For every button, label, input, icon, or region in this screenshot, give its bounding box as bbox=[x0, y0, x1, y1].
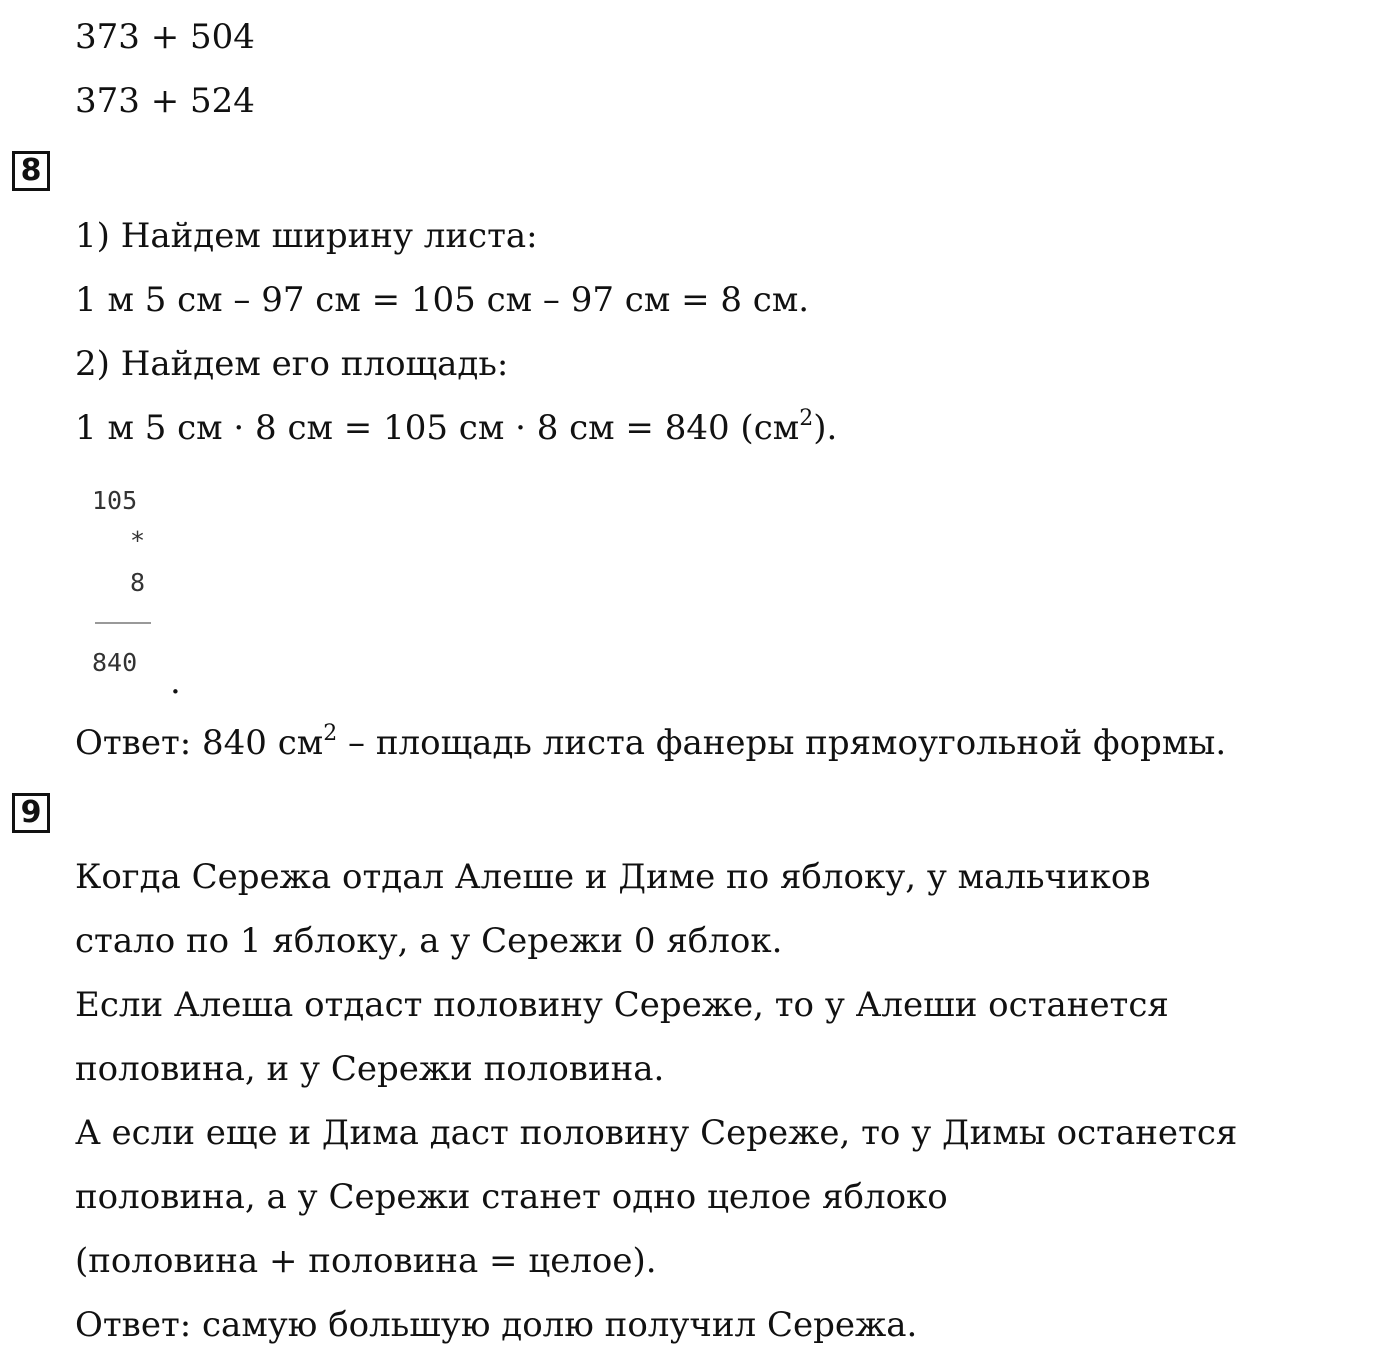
task9-line-5: А если еще и Дима даст половину Сереже, то у Димы останется bbox=[75, 1113, 1238, 1153]
task-number-9: 9 bbox=[12, 793, 50, 833]
task9-line-2: стало по 1 яблоку, а у Сережи 0 яблок. bbox=[75, 921, 783, 961]
task9-answer: Ответ: самую большую долю получил Сережа. bbox=[75, 1305, 918, 1345]
task8-answer-sup: 2 bbox=[323, 721, 338, 746]
calc-result: 840 bbox=[92, 648, 138, 677]
calc-divider-line bbox=[95, 622, 151, 624]
task9-line-3: Если Алеша отдаст половину Сереже, то у Алеши останется bbox=[75, 985, 1169, 1025]
task8-answer bbox=[75, 723, 1226, 763]
task8-step2: 2) Найдем его площадь: bbox=[75, 344, 509, 384]
task9-line-4: половина, и у Сережи половина. bbox=[75, 1049, 665, 1089]
task8-answer-main: Ответ: 840 см bbox=[75, 723, 324, 763]
task8-equation2-main: 1 м 5 см · 8 см = 105 см · 8 см = 840 (см bbox=[75, 408, 800, 448]
task8-equation1: 1 м 5 см – 97 см = 105 см – 97 см = 8 см. bbox=[75, 280, 810, 320]
task8-step1: 1) Найдем ширину листа: bbox=[75, 216, 538, 256]
task8-equation2-sup: 2 bbox=[799, 406, 814, 431]
task8-equation2-end: ). bbox=[813, 408, 838, 448]
task9-line-7: (половина + половина = целое). bbox=[75, 1241, 657, 1281]
expression-line-1: 373 + 504 bbox=[75, 17, 255, 57]
calc-top-number: 105 bbox=[92, 486, 138, 515]
calc-bottom-number: 8 bbox=[130, 568, 146, 597]
calc-trailing-dot: . bbox=[170, 662, 181, 702]
task8-equation2 bbox=[75, 408, 837, 448]
task8-answer-end: – площадь листа фанеры прямоугольной формы. bbox=[337, 723, 1227, 763]
task-number-8: 8 bbox=[12, 151, 50, 191]
task9-line-1: Когда Сережа отдал Алеше и Диме по яблоку, у мальчиков bbox=[75, 857, 1151, 897]
calc-operator: * bbox=[130, 526, 146, 555]
task9-line-6: половина, а у Сережи станет одно целое яблоко bbox=[75, 1177, 948, 1217]
expression-line-2: 373 + 524 bbox=[75, 81, 255, 121]
